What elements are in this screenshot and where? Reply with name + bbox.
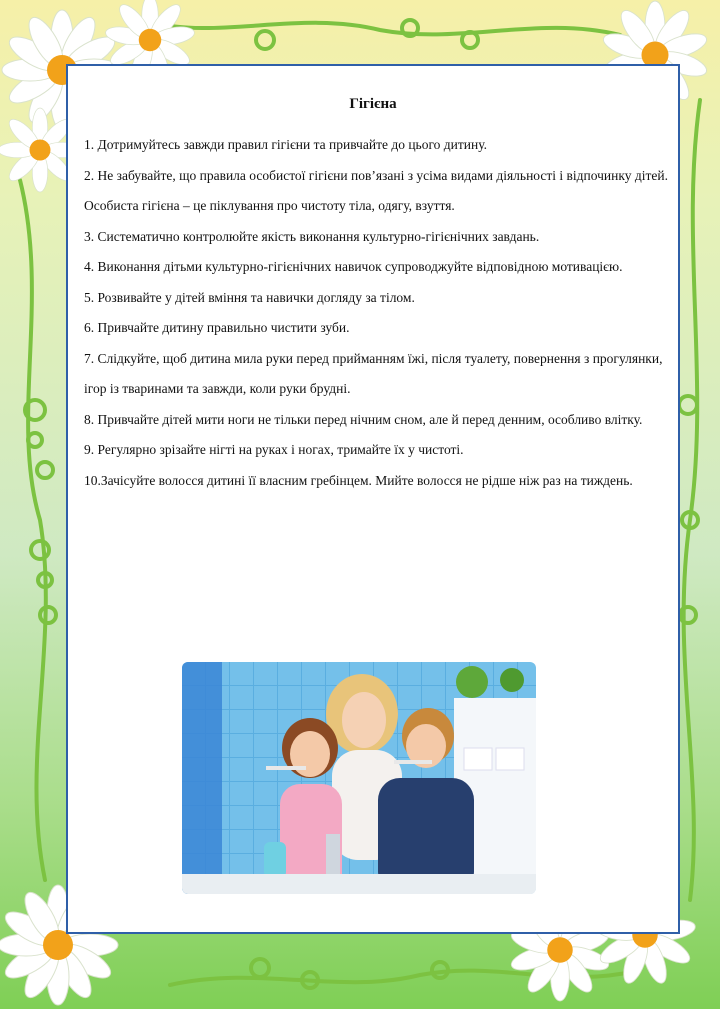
rule-item: 7. Слідкуйте, щоб дитина мила руки перед прийманням їжі, після туалету, повернення з прогулянки, ігор із тваринами та завжди, коли руки брудні. [84,350,663,396]
rule-item: 3. Систематично контролюйте якість виконання культурно-гігієнічних завдань. [84,228,540,244]
rule-item: 8. Привчайте дітей мити ноги не тільки перед нічним сном, але й перед денним, особливо влітку. [84,411,643,427]
document-card [66,64,680,934]
rule-item: 1. Дотримуйтесь завжди правил гігієни та привчайте до цього дитину. [84,137,487,152]
rule-item: 5. Розвивайте у дітей вміння та навички догляду за тілом. [84,289,415,305]
hygiene-rules-list [84,130,668,496]
photo-illustration [182,662,536,894]
rule-item: 2. Не забувайте, що правила особистої гігієни пов’язані з усіма видами діяльності і відпочинку дітей. Особиста гігієна – це піклування про чистоту тіла, одягу, взуття. [84,167,668,213]
family-brushing-teeth-photo [182,662,536,894]
rule-item: 10.Зачісуйте волосся дитині її власним гребінцем. Мийте волосся не рідше ніж раз на тиждень. [84,472,633,488]
rule-item: 6. Привчайте дитину правильно чистити зуби. [84,320,350,335]
rule-item: 9. Регулярно зрізайте нігті на руках і ногах, тримайте їх у чистоті. [84,442,464,457]
document-title: Гігієна [349,96,397,112]
rule-item: 4. Виконання дітьми культурно-гігієнічних навичок супроводжуйте відповідною мотивацією. [84,259,623,274]
